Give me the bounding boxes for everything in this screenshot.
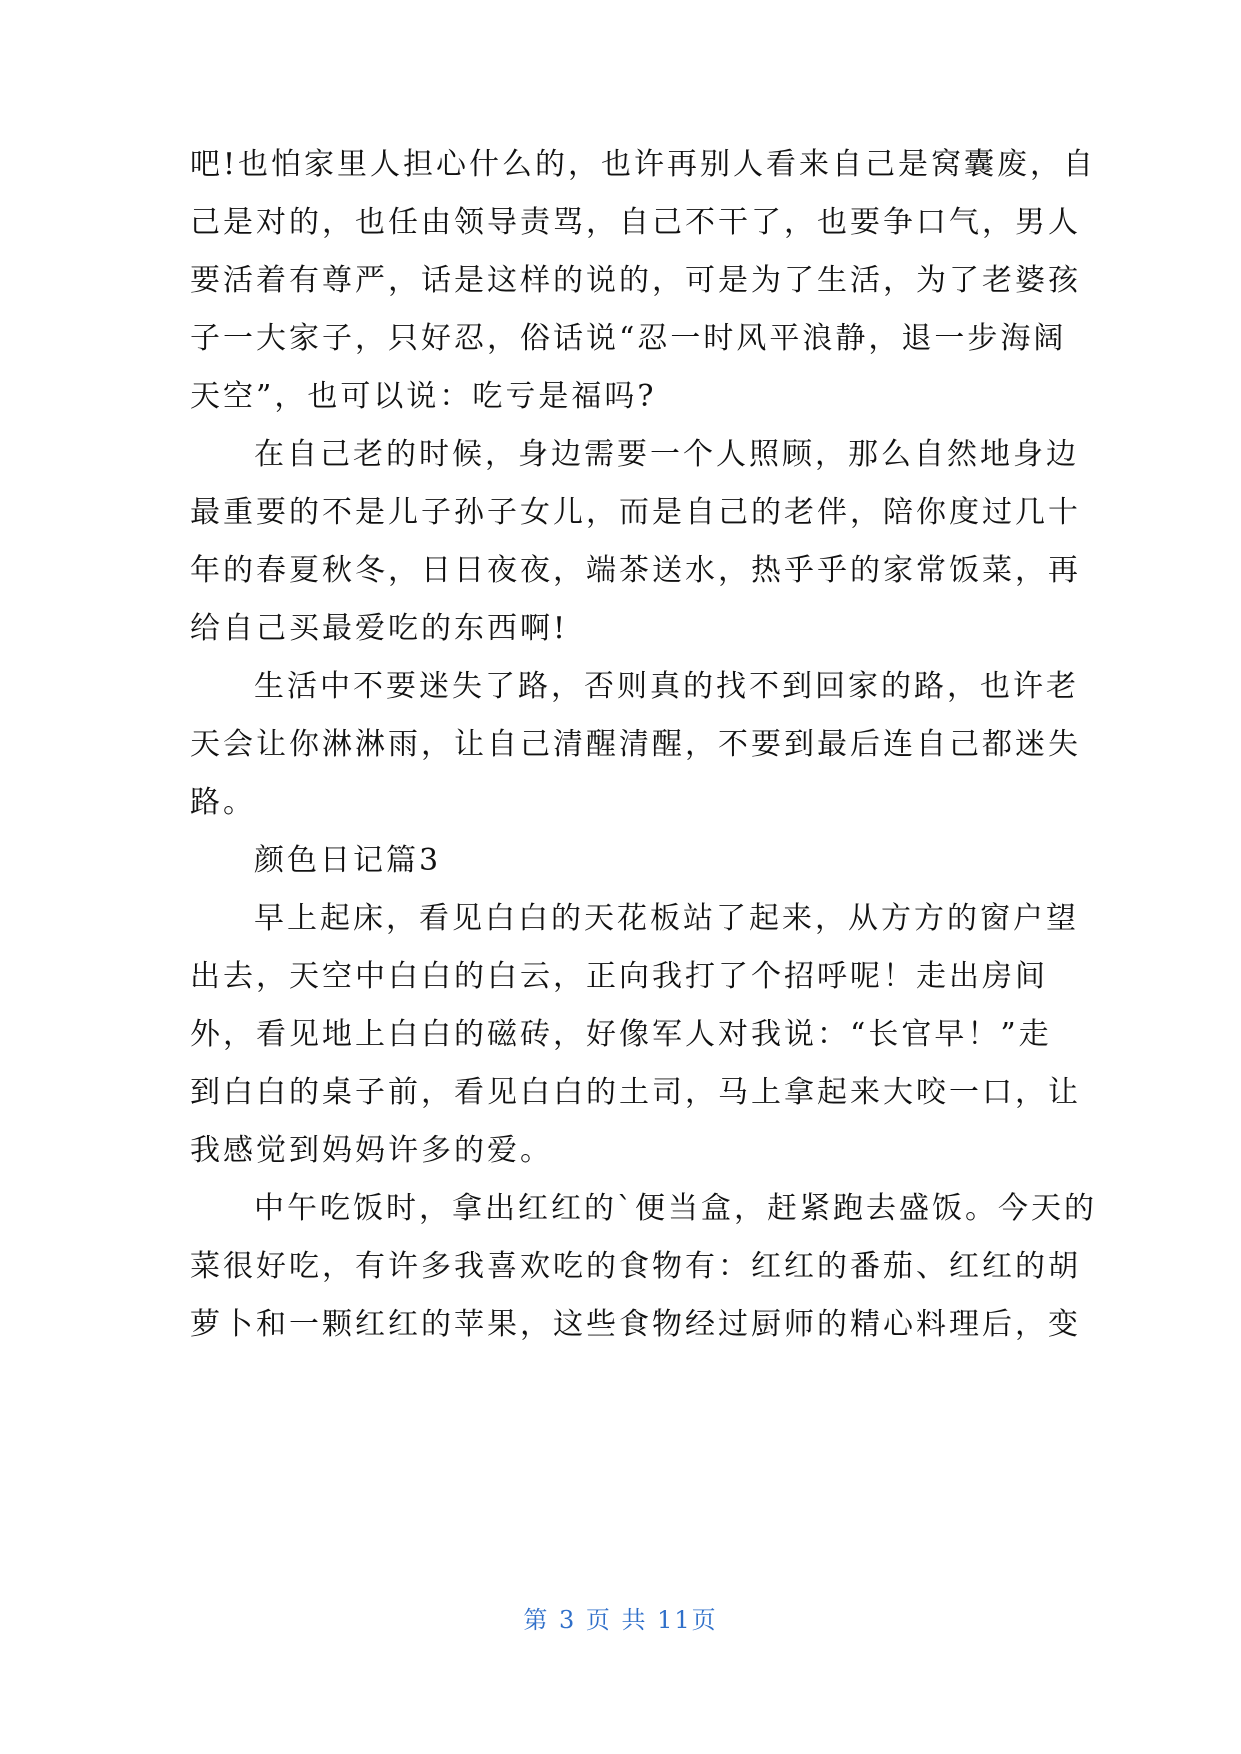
text-line: 出去，天空中白白的白云，正向我打了个招呼呢！走出房间 [190, 959, 1048, 994]
text-line: 我感觉到妈妈许多的爱。 [190, 1133, 553, 1168]
text-line: 给自己买最爱吃的东西啊! [190, 611, 569, 646]
paragraph-start-line: 中午吃饭时，拿出红红的`便当盒，赶紧跑去盛饭。今天的 [254, 1191, 1097, 1226]
text-line: 萝卜和一颗红红的苹果，这些食物经过厨师的精心料理后，变 [190, 1307, 1081, 1342]
text-line: 天空”，也可以说：吃亏是福吗? [190, 379, 657, 414]
paragraph-start-line: 生活中不要迷失了路，否则真的找不到回家的路，也许老 [254, 669, 1079, 704]
section-heading: 颜色日记篇3 [254, 843, 442, 878]
text-line: 到白白的桌子前，看见白白的土司，马上拿起来大咬一口，让 [190, 1075, 1081, 1110]
paragraph-start-line: 早上起床，看见白白的天花板站了起来，从方方的窗户望 [254, 901, 1079, 936]
page-footer: 第 3 页 共 11页 [523, 1606, 718, 1634]
text-line: 吧!也怕家里人担心什么的，也许再别人看来自己是窝囊废，自 [190, 147, 1097, 182]
text-line: 要活着有尊严，话是这样的说的，可是为了生活，为了老婆孩 [190, 263, 1081, 298]
text-line: 菜很好吃，有许多我喜欢吃的食物有：红红的番茄、红红的胡 [190, 1249, 1081, 1284]
text-line: 子一大家子，只好忍，俗话说“忍一时风平浪静，退一步海阔 [190, 321, 1067, 356]
text-line: 最重要的不是儿子孙子女儿，而是自己的老伴，陪你度过几十 [190, 495, 1081, 530]
paragraph-start-line: 在自己老的时候，身边需要一个人照顾，那么自然地身边 [254, 437, 1079, 472]
text-line: 路。 [190, 785, 256, 820]
text-line: 天会让你淋淋雨，让自己清醒清醒，不要到最后连自己都迷失 [190, 727, 1081, 762]
text-line: 年的春夏秋冬，日日夜夜，端茶送水，热乎乎的家常饭菜，再 [190, 553, 1081, 588]
text-line: 外，看见地上白白的磁砖，好像军人对我说：“长官早！”走 [190, 1017, 1052, 1052]
text-line: 己是对的，也任由领导责骂，自己不干了，也要争口气，男人 [190, 205, 1081, 240]
